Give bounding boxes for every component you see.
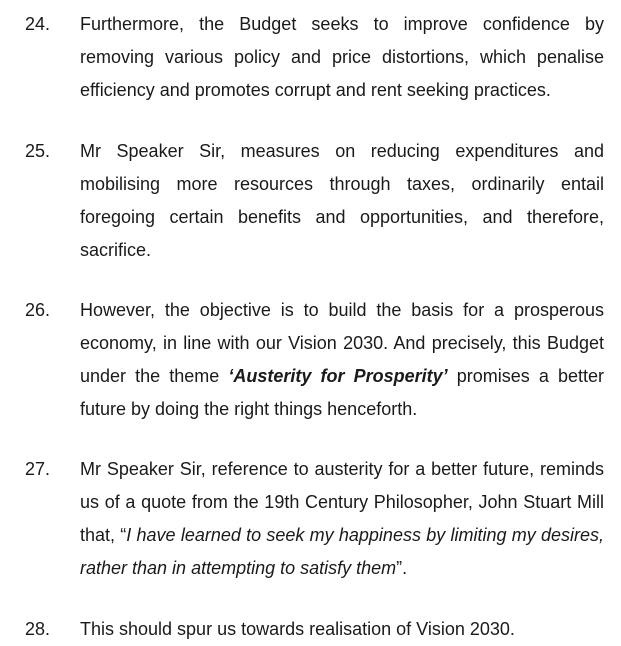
paragraph-text (80, 453, 604, 585)
paragraph-text-before: However, the objective is to build the basis for a prosperous economy, in line with our Vision 2030. And precisely, this Budget under the theme (80, 300, 604, 386)
paragraph-text-after: promises a better future by doing the right things henceforth. (80, 366, 604, 419)
paragraph-number: 25. (25, 141, 51, 161)
mill-quote: I have learned to seek my happiness by limiting my desires, rather than in attempting to satisfy them (80, 525, 604, 578)
paragraph-number: 28. (25, 619, 51, 639)
paragraph-text-before: Mr Speaker Sir, reference to austerity for a better future, reminds us of a quote from the 19th Century Philosopher, John Stuart Mill that, “ (80, 459, 604, 545)
paragraph-text: Furthermore, the Budget seeks to improve confidence by removing various policy and price distortions, which penalise efficiency and promotes corrupt and rent seeking practices. (80, 14, 604, 100)
paragraph-text-after: ”. (396, 558, 408, 578)
paragraph-text: This should spur us towards realisation of Vision 2030. (80, 619, 515, 639)
paragraph-text (80, 294, 604, 426)
theme-title: ‘Austerity for Prosperity’ (228, 366, 448, 386)
paragraph-number: 26. (25, 300, 51, 320)
paragraph-text: Mr Speaker Sir, measures on reducing expenditures and mobilising more resources through taxes, ordinarily entail foregoing certain benefits and opportunities, and therefore, sacrifice. (80, 141, 604, 260)
paragraph-number: 27. (25, 459, 51, 479)
paragraph-number: 24. (25, 14, 51, 34)
